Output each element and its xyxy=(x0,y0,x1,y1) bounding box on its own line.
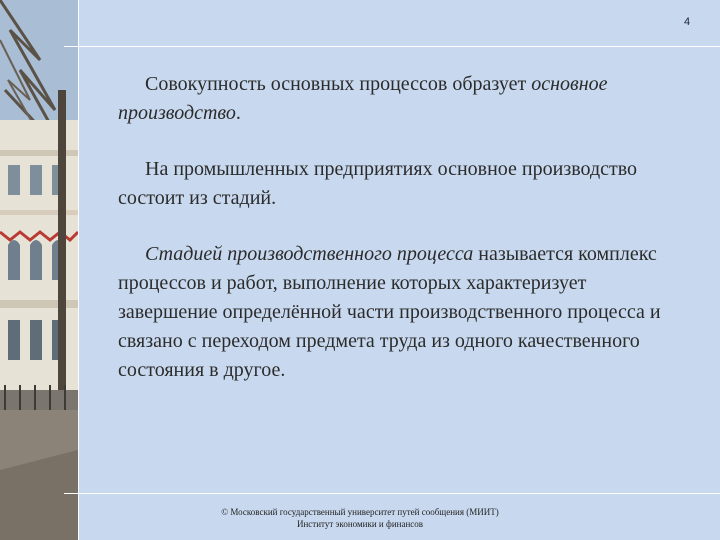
campus-building-photo xyxy=(0,0,78,540)
top-divider xyxy=(64,46,720,47)
paragraph-3-emphasis: Стадией производственного процесса xyxy=(145,243,474,265)
paragraph-3-text: называется комплекс процессов и работ, выполнение которых характеризует завершение определённой части производственного процесса и связано с переходом предмета труда из одного качественного состояния в другое. xyxy=(118,243,661,381)
paragraph-3 xyxy=(118,240,690,385)
slide-content xyxy=(118,70,690,412)
footer xyxy=(160,506,560,530)
paragraph-1-end: . xyxy=(235,102,241,124)
paragraph-1 xyxy=(118,70,690,128)
building-photo-illustration xyxy=(0,0,78,540)
footer-line-1: © Московский государственный университет путей сообщения (МИИТ) xyxy=(221,507,499,517)
paragraph-2 xyxy=(118,155,690,213)
bottom-divider xyxy=(64,493,720,494)
footer-line-2: Институт экономики и финансов xyxy=(296,519,424,529)
paragraph-1-emphasis: основное производство xyxy=(118,73,608,124)
vertical-divider xyxy=(78,0,79,540)
page-number: 4 xyxy=(683,16,691,28)
paragraph-1-text: Совокупность основных процессов образует xyxy=(145,73,532,95)
paragraph-2-text: На промышленных предприятиях основное производство состоит из стадий. xyxy=(118,158,638,209)
